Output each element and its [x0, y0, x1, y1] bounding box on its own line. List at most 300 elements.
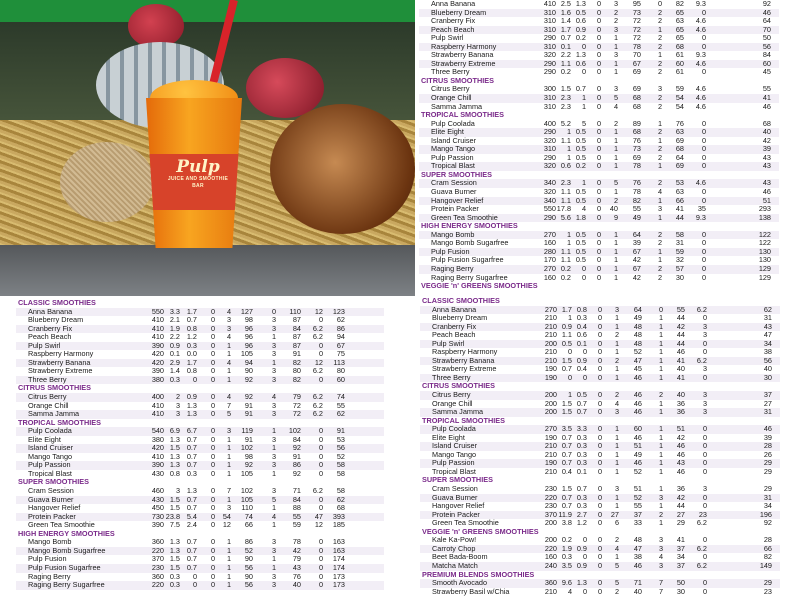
table-cell: 0.9 — [186, 392, 197, 402]
table-cell: 0 — [210, 323, 215, 333]
table-cell: 210 — [544, 347, 557, 357]
table-cell: 91 — [292, 349, 301, 359]
table-cell: 2 — [657, 238, 662, 248]
table-cell: 1 — [614, 449, 619, 459]
table-cell: 1.3 — [169, 537, 180, 547]
table-cell: 96 — [244, 332, 253, 342]
table-cell: 7 — [226, 400, 231, 410]
table-cell: 92 — [763, 518, 772, 528]
table-cell: 2 — [657, 229, 662, 239]
table-cell: 110 — [241, 503, 253, 513]
table-cell: 0 — [701, 255, 706, 265]
table-cell: 0.6 — [575, 58, 586, 68]
table-cell: 0.5 — [575, 229, 586, 239]
category-header: HIGH ENERGY SMOOTHIES — [18, 528, 115, 538]
table-cell: 0.3 — [576, 501, 587, 511]
table-cell: 0 — [701, 229, 706, 239]
table-cell: 122 — [758, 229, 771, 239]
table-cell: 41 — [676, 535, 685, 545]
table-cell: 390 — [151, 460, 164, 470]
table-cell: 9 — [613, 212, 618, 222]
table-cell: 72 — [632, 24, 641, 34]
table-cell: 0 — [582, 535, 587, 545]
table-cell: 4 — [613, 101, 618, 111]
table-cell: 12 — [222, 520, 231, 530]
item-name: Raging Berry — [28, 571, 71, 581]
table-cell: 0.3 — [576, 432, 587, 442]
table-cell: 49 — [632, 212, 641, 222]
table-cell: 3 — [658, 543, 663, 553]
table-cell: 6.2 — [312, 323, 323, 333]
table-cell: 76 — [675, 118, 684, 128]
table-cell: 0 — [596, 246, 601, 256]
table-cell: 2.3 — [560, 101, 571, 111]
table-cell: 190 — [544, 458, 557, 468]
table-cell: 310 — [543, 16, 556, 26]
table-cell: 1 — [657, 212, 662, 222]
table-cell: 91 — [244, 434, 253, 444]
table-cell: 1 — [613, 187, 618, 197]
table-row — [420, 588, 780, 597]
table-cell: 1.8 — [575, 212, 586, 222]
table-cell: 0 — [701, 67, 706, 77]
table-cell: 87 — [292, 340, 301, 350]
category-header: VEGGIE 'n' GREENS SMOOTHIES — [422, 526, 539, 536]
table-cell: 72 — [632, 33, 641, 43]
table-cell: 6.9 — [169, 426, 180, 436]
table-cell: 210 — [544, 313, 557, 323]
table-cell: 0.7 — [561, 492, 572, 502]
table-cell: 210 — [544, 321, 557, 331]
table-cell: 163 — [332, 537, 345, 547]
table-cell: 160 — [543, 272, 556, 282]
table-cell: 200 — [544, 518, 557, 528]
table-cell: 1 — [566, 238, 571, 248]
table-cell: 4.6 — [695, 93, 706, 103]
table-cell: 3 — [271, 366, 276, 376]
table-cell: 1 — [226, 571, 231, 581]
table-cell: 1 — [614, 313, 619, 323]
table-cell: 1 — [226, 580, 231, 590]
table-cell: 173 — [332, 571, 345, 581]
table-cell: 320 — [543, 50, 556, 60]
table-cell: 0 — [210, 562, 215, 572]
table-cell: 1 — [226, 562, 231, 572]
table-cell: 0.7 — [576, 407, 587, 417]
table-cell: 0 — [596, 84, 601, 94]
table-cell: 0 — [192, 374, 197, 384]
table-cell: 5 — [613, 93, 618, 103]
table-cell: 340 — [543, 195, 556, 205]
item-name: Cranberry Fix — [431, 16, 476, 26]
table-cell: 78 — [632, 41, 641, 51]
table-cell: 0 — [210, 494, 215, 504]
table-cell: 68 — [675, 41, 684, 51]
table-cell: 11.9 — [558, 509, 572, 519]
table-cell: 30 — [676, 586, 685, 596]
table-cell: 2.1 — [169, 315, 180, 325]
table-cell: 1.1 — [560, 187, 571, 197]
table-cell: 0.3 — [186, 468, 197, 478]
table-cell: 42 — [632, 272, 641, 282]
table-cell: 0 — [318, 571, 323, 581]
table-cell: 0.2 — [575, 33, 586, 43]
table-cell: 3 — [175, 400, 180, 410]
table-cell: 0 — [271, 306, 276, 316]
green-wall-band — [0, 0, 415, 22]
table-cell: 33 — [633, 518, 642, 528]
table-cell: 0 — [596, 67, 601, 77]
table-cell: 55 — [336, 400, 345, 410]
table-cell: 62 — [336, 409, 345, 419]
table-cell: 3 — [613, 50, 618, 60]
table-cell: 230 — [544, 501, 557, 511]
table-row — [16, 427, 384, 436]
table-cell: 0 — [596, 101, 601, 111]
table-cell: 36 — [676, 484, 685, 494]
table-cell: 3 — [271, 545, 276, 555]
table-cell: 1 — [657, 135, 662, 145]
table-cell: 2.5 — [560, 0, 571, 8]
table-cell: 40 — [676, 390, 685, 400]
table-row — [16, 547, 384, 556]
table-cell: 84 — [292, 323, 301, 333]
table-cell: 1.5 — [169, 554, 180, 564]
table-cell: 0 — [597, 441, 602, 451]
table-cell: 2.2 — [560, 50, 571, 60]
item-name: Hangover Relief — [28, 503, 81, 513]
table-cell: 2 — [657, 41, 662, 51]
table-cell: 46 — [633, 398, 642, 408]
table-cell: 0 — [582, 552, 587, 562]
table-cell: 69 — [675, 161, 684, 171]
table-cell: 0 — [597, 484, 602, 494]
table-cell: 84 — [292, 434, 301, 444]
table-cell: 49 — [633, 449, 642, 459]
table-cell: 1 — [271, 443, 276, 453]
item-name: Raging Berry — [431, 263, 474, 273]
table-cell: 1.2 — [576, 518, 587, 528]
table-cell: 0.2 — [575, 161, 586, 171]
table-cell: 23 — [698, 509, 707, 519]
table-cell: 12 — [314, 520, 323, 530]
table-cell: 53 — [336, 434, 345, 444]
table-cell: 0 — [597, 466, 602, 476]
table-cell: 310 — [543, 101, 556, 111]
table-cell: 41 — [676, 355, 685, 365]
table-cell: 73 — [632, 144, 641, 154]
table-cell: 5.4 — [186, 511, 197, 521]
table-cell: 1.6 — [560, 7, 571, 17]
table-cell: 2 — [613, 118, 618, 128]
table-cell: 1 — [614, 424, 619, 434]
table-cell: 1 — [614, 458, 619, 468]
table-cell: 210 — [544, 330, 557, 340]
table-cell: 71 — [292, 486, 301, 496]
table-cell: 122 — [758, 238, 771, 248]
table-cell: 160 — [543, 238, 556, 248]
table-cell: 0 — [318, 545, 323, 555]
table-cell: 1 — [658, 432, 663, 442]
table-cell: 3 — [702, 484, 707, 494]
table-cell: 5.2 — [560, 118, 571, 128]
item-name: Samma Jamma — [28, 409, 80, 419]
table-cell: 58 — [336, 486, 345, 496]
table-cell: 0.2 — [560, 67, 571, 77]
category-header: CITRUS SMOOTHIES — [422, 381, 495, 391]
table-cell: 0 — [596, 135, 601, 145]
table-cell: 410 — [151, 332, 164, 342]
table-cell: 0.7 — [576, 398, 587, 408]
table-cell: 1 — [613, 67, 618, 77]
table-cell: 64 — [633, 304, 642, 314]
table-cell: 0 — [701, 152, 706, 162]
table-cell: 1 — [613, 127, 618, 137]
table-cell: 29 — [763, 458, 772, 468]
table-cell: 5 — [226, 409, 231, 419]
table-cell: 6.2 — [312, 400, 323, 410]
table-cell: 1.3 — [169, 451, 180, 461]
table-cell: 1 — [658, 449, 663, 459]
table-cell: 80 — [292, 366, 301, 376]
table-cell: 70 — [762, 24, 771, 34]
table-cell: 1.3 — [169, 434, 180, 444]
table-cell: 6.2 — [312, 366, 323, 376]
table-cell: 1 — [226, 494, 231, 504]
table-cell: 1.3 — [186, 409, 197, 419]
table-cell: 78 — [632, 161, 641, 171]
table-cell: 0.3 — [169, 580, 180, 590]
table-cell: 46 — [633, 458, 642, 468]
table-cell: 9.3 — [695, 212, 706, 222]
table-cell: 65 — [675, 33, 684, 43]
table-cell: 3 — [613, 0, 618, 8]
table-cell: 2 — [657, 101, 662, 111]
table-cell: 1 — [271, 332, 276, 342]
table-cell: 0 — [582, 347, 587, 357]
table-cell: 0 — [210, 486, 215, 496]
item-name: Three Berry — [431, 67, 470, 77]
table-cell: 1 — [658, 347, 663, 357]
table-cell: 1.1 — [560, 58, 571, 68]
table-cell: 62 — [336, 315, 345, 325]
table-cell: 200 — [544, 390, 557, 400]
table-cell: 550 — [151, 306, 164, 316]
table-cell: 1 — [658, 398, 663, 408]
table-cell: 2 — [614, 390, 619, 400]
table-cell: 0 — [597, 330, 602, 340]
table-cell: 0 — [210, 443, 215, 453]
table-cell: 94 — [244, 357, 253, 367]
table-cell: 2 — [658, 390, 663, 400]
item-name: Three Berry — [28, 374, 67, 384]
table-cell: 0 — [318, 562, 323, 572]
table-cell: 380 — [151, 434, 164, 444]
item-name: Cram Session — [431, 178, 477, 188]
table-cell: 210 — [544, 441, 557, 451]
table-cell: 0.5 — [561, 338, 572, 348]
table-cell: 0 — [597, 518, 602, 528]
table-cell: 0.5 — [575, 152, 586, 162]
table-cell: 1 — [271, 562, 276, 572]
table-cell: 4 — [581, 204, 586, 214]
table-cell: 1.5 — [169, 443, 180, 453]
table-cell: 44 — [676, 501, 685, 511]
table-cell: 0 — [701, 135, 706, 145]
item-name: Strawberry Extreme — [28, 366, 93, 376]
table-cell: 0 — [701, 33, 706, 43]
table-cell: 0 — [318, 434, 323, 444]
table-cell: 92 — [244, 460, 253, 470]
table-cell: 4.6 — [695, 16, 706, 26]
table-cell: 0 — [318, 580, 323, 590]
table-cell: 0 — [567, 372, 572, 382]
table-cell: 73 — [632, 7, 641, 17]
table-cell: 310 — [543, 24, 556, 34]
table-cell: 0.3 — [576, 441, 587, 451]
table-cell: 0 — [701, 144, 706, 154]
table-cell: 0 — [210, 426, 215, 436]
table-cell: 1.1 — [560, 255, 571, 265]
table-cell: 43 — [762, 178, 771, 188]
table-cell: 0.7 — [186, 503, 197, 513]
table-cell: 0 — [318, 451, 323, 461]
table-cell: 0 — [702, 535, 707, 545]
table-cell: 28 — [763, 535, 772, 545]
table-cell: 210 — [544, 449, 557, 459]
table-cell: 102 — [240, 443, 253, 453]
table-cell: 430 — [151, 468, 164, 478]
table-cell: 1 — [614, 466, 619, 476]
table-cell: 50 — [676, 578, 685, 588]
table-cell: 1 — [658, 372, 663, 382]
table-cell: 48 — [633, 330, 642, 340]
table-cell: 78 — [292, 537, 301, 547]
table-cell: 84 — [292, 494, 301, 504]
table-cell: 59 — [675, 84, 684, 94]
table-cell: 27 — [676, 509, 685, 519]
table-cell: 91 — [336, 426, 345, 436]
table-cell: 6.2 — [312, 486, 323, 496]
table-cell: 0 — [702, 449, 707, 459]
item-name: Strawberry Banana — [431, 50, 494, 60]
table-cell: 0.9 — [576, 355, 587, 365]
table-cell: 270 — [543, 229, 556, 239]
table-cell: 0 — [597, 578, 602, 588]
table-cell: 1 — [658, 338, 663, 348]
table-cell: 0.7 — [186, 460, 197, 470]
table-cell: 127 — [240, 306, 253, 316]
table-cell: 0 — [210, 332, 215, 342]
table-cell: 46 — [762, 187, 771, 197]
table-cell: 0.5 — [575, 135, 586, 145]
item-name: Kale Ka-Pow! — [432, 535, 477, 545]
table-cell: 1 — [658, 484, 663, 494]
table-cell: 40 — [633, 586, 642, 596]
item-name: Tropical Blast — [431, 161, 475, 171]
table-cell: 55 — [633, 501, 642, 511]
table-cell: 4 — [657, 187, 662, 197]
table-cell: 196 — [759, 509, 772, 519]
table-cell: 84 — [762, 50, 771, 60]
table-cell: 31 — [675, 238, 684, 248]
table-cell: 400 — [543, 118, 556, 128]
table-cell: 56 — [244, 580, 253, 590]
table-cell: 64 — [632, 229, 641, 239]
table-cell: 90 — [244, 366, 253, 376]
table-cell: 32 — [675, 255, 684, 265]
table-cell: 420 — [151, 357, 164, 367]
item-name: Tropical Blast — [432, 466, 476, 476]
table-cell: 1.7 — [186, 357, 197, 367]
item-name: Pulp Passion — [432, 458, 475, 468]
table-cell: 42 — [676, 492, 685, 502]
table-cell: 53 — [675, 178, 684, 188]
item-name: Pulp Fusion Sugarfree — [28, 562, 101, 572]
table-cell: 68 — [336, 503, 345, 513]
table-cell: 0 — [701, 195, 706, 205]
table-cell: 450 — [151, 503, 164, 513]
table-cell: 6.2 — [312, 409, 323, 419]
table-cell: 0 — [597, 509, 602, 519]
table-cell: 48 — [633, 338, 642, 348]
table-cell: 1.7 — [560, 24, 571, 34]
item-name: Strawberry Extreme — [431, 58, 496, 68]
table-cell: 0 — [596, 195, 601, 205]
table-cell: 57 — [675, 263, 684, 273]
table-cell: 1 — [613, 58, 618, 68]
table-cell: 37 — [633, 509, 642, 519]
table-cell: 0 — [318, 340, 323, 350]
table-cell: 270 — [544, 304, 557, 314]
table-cell: 2 — [657, 58, 662, 68]
table-cell: 71 — [633, 578, 642, 588]
table-cell: 1 — [614, 492, 619, 502]
table-cell: 2 — [657, 67, 662, 77]
table-cell: 2.3 — [560, 178, 571, 188]
table-cell: 43 — [676, 458, 685, 468]
table-cell: 380 — [151, 374, 164, 384]
table-cell: 240 — [544, 560, 557, 570]
table-cell: 1.5 — [560, 84, 571, 94]
table-cell: 3 — [271, 340, 276, 350]
table-cell: 1.3 — [575, 50, 586, 60]
table-cell: 2.2 — [169, 332, 180, 342]
table-cell: 78 — [632, 187, 641, 197]
item-name: Elite Eight — [432, 432, 465, 442]
table-cell: 6.2 — [312, 392, 323, 402]
table-cell: 0.0 — [186, 349, 197, 359]
item-name: Blueberry Dream — [431, 7, 487, 17]
item-name: Raspberry Harmony — [432, 347, 498, 357]
table-cell: 110 — [289, 306, 301, 316]
table-cell: 0 — [318, 503, 323, 513]
table-cell: 41 — [676, 372, 685, 382]
table-cell: 0.7 — [186, 537, 197, 547]
table-cell: 160 — [544, 552, 557, 562]
table-cell: 105 — [240, 468, 253, 478]
table-cell: 29 — [763, 466, 772, 476]
table-cell: 0.7 — [186, 562, 197, 572]
table-cell: 31 — [763, 407, 772, 417]
table-cell: 0 — [582, 372, 587, 382]
table-cell: 1 — [658, 501, 663, 511]
table-cell: 3 — [702, 364, 707, 374]
table-cell: 370 — [544, 509, 557, 519]
item-name: Strawberry Banana — [28, 357, 91, 367]
table-cell: 3 — [658, 492, 663, 502]
table-cell: 0 — [210, 451, 215, 461]
